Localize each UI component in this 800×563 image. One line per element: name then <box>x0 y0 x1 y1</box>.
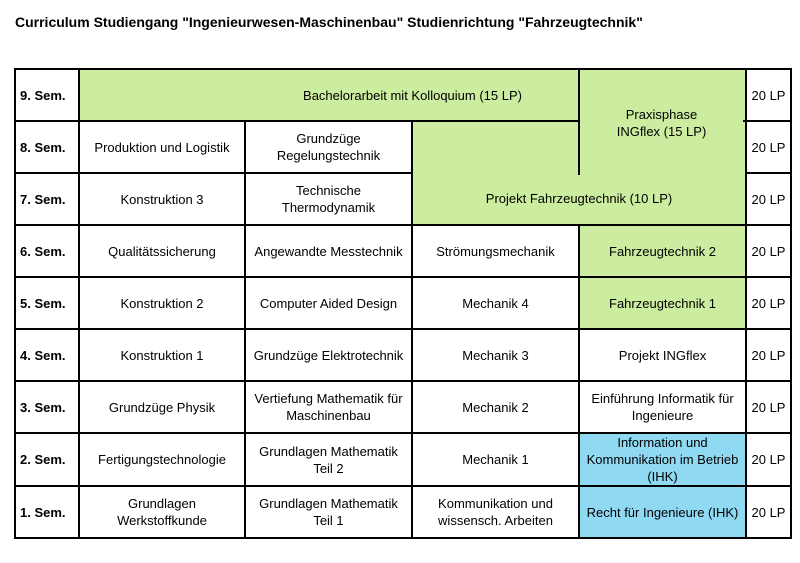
course-cell: Mechanik 3 <box>412 329 579 381</box>
course-cell: Fertigungstechnologie <box>79 433 245 486</box>
course-cell: Einführung Informatik für Ingenieure <box>579 381 746 433</box>
course-cell: Konstruktion 3 <box>79 173 245 225</box>
credit-points: 20 LP <box>746 225 791 277</box>
semester-label: 2. Sem. <box>15 433 79 486</box>
course-cell: Mechanik 2 <box>412 381 579 433</box>
course-cell: Strömungsmechanik <box>412 225 579 277</box>
semester-row-5 <box>15 277 791 329</box>
course-practical-phase-label: Praxisphase INGflex (15 LP) <box>616 106 707 139</box>
course-cell: Mechanik 1 <box>412 433 579 486</box>
course-cell: Grundzüge Physik <box>79 381 245 433</box>
course-cell: Projekt INGflex <box>579 329 746 381</box>
course-practical-phase <box>578 70 743 175</box>
course-cell: Fahrzeugtechnik 1 <box>579 277 746 329</box>
course-cell: Mechanik 4 <box>412 277 579 329</box>
course-project-vehicle: Projekt Fahrzeugtechnik (10 LP) <box>412 173 746 225</box>
credit-points: 20 LP <box>746 173 791 225</box>
credit-points: 20 LP <box>746 69 791 121</box>
credit-points: 20 LP <box>746 277 791 329</box>
page-title: Curriculum Studiengang "Ingenieurwesen-Maschinenbau" Studienrichtung "Fahrzeugtechnik" <box>15 14 643 30</box>
course-cell: Produktion und Logistik <box>79 121 245 173</box>
semester-label: 5. Sem. <box>15 277 79 329</box>
semester-row-7 <box>15 173 791 225</box>
semester-row-4 <box>15 329 791 381</box>
credit-points: 20 LP <box>746 381 791 433</box>
semester-label: 8. Sem. <box>15 121 79 173</box>
course-cell: Angewandte Messtechnik <box>245 225 412 277</box>
semester-row-1 <box>15 486 791 538</box>
semester-label: 3. Sem. <box>15 381 79 433</box>
credit-points: 20 LP <box>746 433 791 486</box>
course-cell: Konstruktion 1 <box>79 329 245 381</box>
course-cell: Fahrzeugtechnik 2 <box>579 225 746 277</box>
credit-points: 20 LP <box>746 329 791 381</box>
semester-label: 4. Sem. <box>15 329 79 381</box>
course-cell: Qualitätssicherung <box>79 225 245 277</box>
course-cell: Information und Kommunikation im Betrieb (IHK) <box>579 433 746 486</box>
course-cell: Computer Aided Design <box>245 277 412 329</box>
course-cell: Recht für Ingenieure (IHK) <box>579 486 746 538</box>
course-practical-phase-area <box>412 121 579 173</box>
course-cell: Kommunikation und wissensch. Arbeiten <box>412 486 579 538</box>
course-cell: Grundlagen Mathematik Teil 2 <box>245 433 412 486</box>
course-cell: Vertiefung Mathematik für Maschinenbau <box>245 381 412 433</box>
semester-row-2 <box>15 433 791 486</box>
semester-label: 6. Sem. <box>15 225 79 277</box>
course-cell: Konstruktion 2 <box>79 277 245 329</box>
credit-points: 20 LP <box>746 486 791 538</box>
course-cell: Grundlagen Mathematik Teil 1 <box>245 486 412 538</box>
semester-label: 7. Sem. <box>15 173 79 225</box>
course-cell: Technische Thermodynamik <box>245 173 412 225</box>
course-bachelor-thesis: Bachelorarbeit mit Kolloquium (15 LP) <box>79 69 746 121</box>
course-cell: Grundzüge Elektrotechnik <box>245 329 412 381</box>
course-cell: Grundlagen Werkstoffkunde <box>79 486 245 538</box>
course-cell: Grundzüge Regelungstechnik <box>245 121 412 173</box>
semester-label: 9. Sem. <box>15 69 79 121</box>
credit-points: 20 LP <box>746 121 791 173</box>
semester-row-3 <box>15 381 791 433</box>
semester-label: 1. Sem. <box>15 486 79 538</box>
semester-row-6 <box>15 225 791 277</box>
